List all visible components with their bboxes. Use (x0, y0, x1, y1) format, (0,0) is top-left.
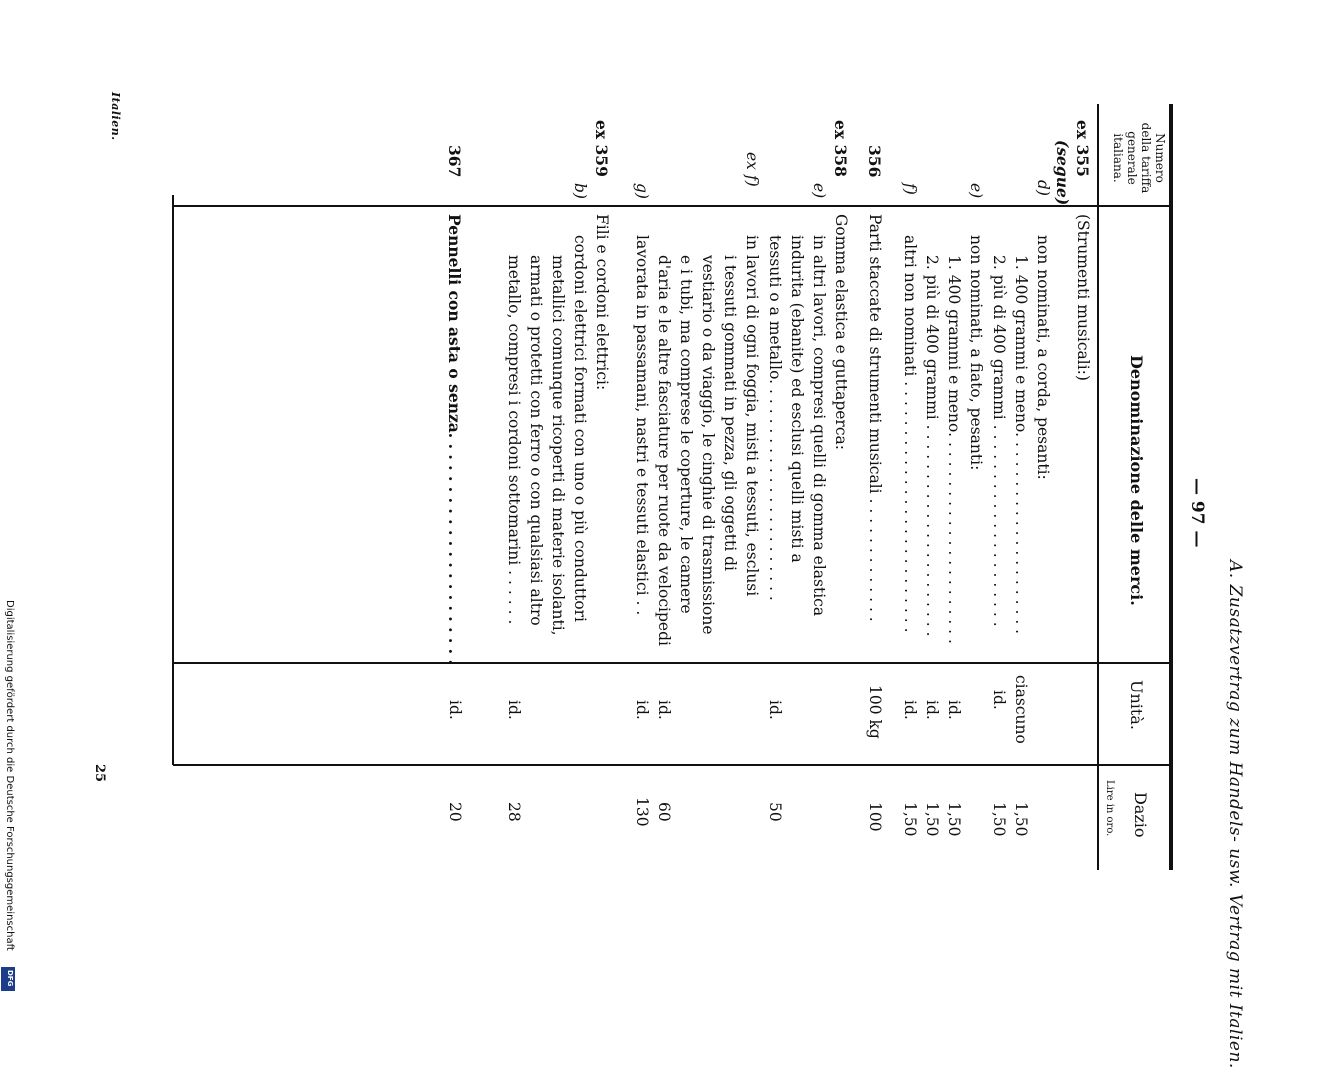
row-text: 1. 400 grammi e meno. . . . . . . . . . . . . . . . . . . . . (1012, 255, 1030, 635)
row-number: ex 359 (592, 120, 611, 177)
row-unit: id. (901, 700, 919, 720)
row-text-line: in altri lavori, compresi quelli di gomma elastica (810, 235, 828, 617)
row-text: Fili e cordoni elettrici: (593, 214, 611, 391)
row-text-line: metallo, compresi i cordoni sottomarini . . . . . . (505, 255, 523, 625)
row-duty: 1,50 (901, 802, 919, 837)
row-unit: id. (633, 700, 651, 720)
col-divider-3 (173, 764, 1173, 766)
row-letter: e) (810, 183, 828, 199)
row-text: (Strumenti musicali:) (1074, 214, 1092, 381)
row-text: Parti staccate di strumenti musicali . . . . . . . . . . . . . (866, 214, 884, 622)
row-number: 367 (445, 145, 464, 178)
row-unit: id. (766, 700, 784, 720)
header-unita: Unità. (1127, 680, 1146, 730)
table-top-rule (1169, 104, 1173, 870)
rotated-page (60, 80, 1250, 1069)
row-text-line: in lavori di ogni foggia, misti a tessuti, esclusi (743, 235, 761, 597)
sheet-number: 25 (92, 764, 107, 783)
row-unit: id. (505, 700, 523, 720)
col-divider-2 (173, 662, 1173, 664)
row-number: ex 358 (831, 120, 850, 177)
row-unit: ciascuno (1012, 675, 1030, 744)
table-bottom-rule (172, 195, 174, 765)
row-text: non nominati, a fiato, pesanti: (967, 235, 985, 471)
col-divider-1 (173, 205, 1173, 207)
row-letter: b) (571, 183, 589, 199)
row-unit: id. (990, 690, 1008, 710)
row-letter: ex f) (743, 152, 761, 187)
row-text: non nominati, a corda, pesanti: (1034, 235, 1052, 480)
row-number: ex 355 (1073, 120, 1092, 177)
row-duty: 1,50 (990, 802, 1008, 837)
row-duty: 1,50 (945, 802, 963, 837)
row-duty: 20 (446, 802, 464, 822)
row-text: 2. più di 400 grammi . . . . . . . . . . . . . . . . . . . . . (990, 255, 1008, 627)
row-number: 356 (865, 145, 884, 178)
row-duty: 1,50 (1012, 802, 1030, 837)
row-unit: id. (446, 700, 464, 720)
row-text-line: vestiario o da viaggio, le cinghie di trasmissione (699, 255, 717, 635)
running-title: A. Zusatzvertrag zum Handels- usw. Vertrag mit Italien. (1225, 560, 1245, 1069)
row-number-segue: (segue) (1053, 140, 1072, 206)
row-letter: e) (967, 183, 985, 199)
row-letter: g) (633, 183, 651, 199)
row-text-line: metallici comunque ricoperti di materie isolanti, (549, 255, 567, 636)
row-unit: id. (945, 700, 963, 720)
row-text: altri non nominati . . . . . . . . . . . . . . . . . . . . . . . . . . (901, 235, 919, 633)
header-denominazione: Denominazione delle merci. (1127, 355, 1146, 606)
row-text-line: indurita (ebanite) ed esclusi quelli misti a (788, 235, 806, 563)
table-header-rule (1097, 104, 1099, 870)
row-duty: 60 (655, 802, 673, 822)
row-text-line: armati o protetti con ferro o con qualsiasi altro (527, 255, 545, 626)
header-dazio-sub: Lire in oro. (1104, 780, 1115, 837)
digitization-credit (0, 600, 16, 995)
row-duty: 28 (505, 802, 523, 822)
row-text: Pennelli con asta o senza. . . . . . . . . . . . . . . . . . . . . . (445, 214, 464, 665)
row-unit: 100 kg (866, 685, 884, 739)
page-number: — 97 — (1187, 478, 1207, 548)
header-numero: Numero della tariffa generale italiana. (1111, 122, 1167, 194)
header-dazio: Dazio (1131, 792, 1150, 838)
row-duty: 50 (766, 802, 784, 822)
row-text-line: i tessuti gommati in pezza, gli oggetti di (721, 255, 739, 572)
row-letter: f) (901, 183, 919, 195)
row-text: lavorata in passamani, nastri e tessuti elastici . . (633, 235, 651, 616)
row-duty: 130 (633, 797, 651, 827)
row-text-line: d'aria e le altre fasciature per ruote da velocipedi (655, 255, 673, 646)
row-text: Gomma elastica e guttaperca: (832, 214, 850, 450)
row-text: 1. 400 grammi e meno. . . . . . . . . . . . . . . . . . . . . . (945, 255, 963, 644)
row-text: 2. più di 400 grammi . . . . . . . . . . . . . . . . . . . . . . (923, 255, 941, 637)
footer-signature: Italien. (109, 92, 122, 141)
row-text-line: tessuti o a metallo. . . . . . . . . . . . . . . . . . . . . . . (766, 235, 784, 601)
row-duty: 1,50 (923, 802, 941, 837)
row-duty: 100 (866, 802, 884, 832)
row-letter: d) (1034, 180, 1052, 196)
row-text-line: cordoni elettrici formati con uno o più conduttori (571, 235, 589, 623)
row-unit: id. (923, 700, 941, 720)
row-text-line: e i tubi, ma comprese le coperture, le camere (677, 255, 695, 614)
dfg-logo-icon: DFG (1, 967, 15, 991)
credit-text: Digitalisierung gefördert durch die Deutsche Forschungsgemeinschaft (4, 600, 15, 951)
row-unit: id. (655, 700, 673, 720)
